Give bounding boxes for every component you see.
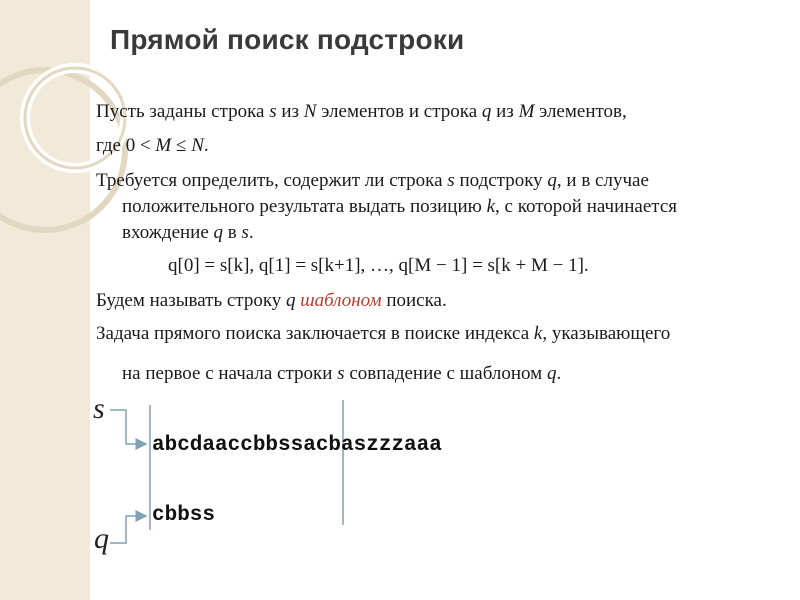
paragraph-4: Будем называть строку q шаблоном поиска. bbox=[96, 290, 447, 311]
s-arrow bbox=[110, 410, 146, 444]
paragraph-3-line-1: Требуется определить, содержит ли строка s подстроку q, и в случае bbox=[96, 170, 649, 191]
highlight-term: шаблоном bbox=[300, 290, 382, 311]
paragraph-5-line-2: на первое с начала строки s совпадение с шаблоном q. bbox=[122, 363, 562, 384]
paragraph-5-line-1: Задача прямого поиска заключается в поиске индекса k, указывающего bbox=[96, 323, 671, 344]
q-arrow bbox=[110, 516, 146, 543]
q-string: cbbss bbox=[152, 504, 216, 527]
paragraph-3-line-3: вхождение q в s. bbox=[122, 222, 254, 243]
formula: q[0] = s[k], q[1] = s[k+1], …, q[M − 1] = s[k + M − 1]. bbox=[168, 255, 589, 276]
paragraph-3-line-2: положительного результата выдать позицию k, с которой начинается bbox=[122, 196, 678, 217]
s-string: abcdaaccbbssacbaszzzaaa bbox=[152, 434, 442, 457]
paragraph-1: Пусть заданы строка s из N элементов и строка q из M элементов, bbox=[96, 101, 627, 122]
s-label: s bbox=[93, 392, 105, 425]
page-title: Прямой поиск подстроки bbox=[110, 24, 465, 55]
paragraph-2: где 0 < M ≤ N. bbox=[96, 135, 209, 156]
q-label: q bbox=[94, 522, 109, 555]
